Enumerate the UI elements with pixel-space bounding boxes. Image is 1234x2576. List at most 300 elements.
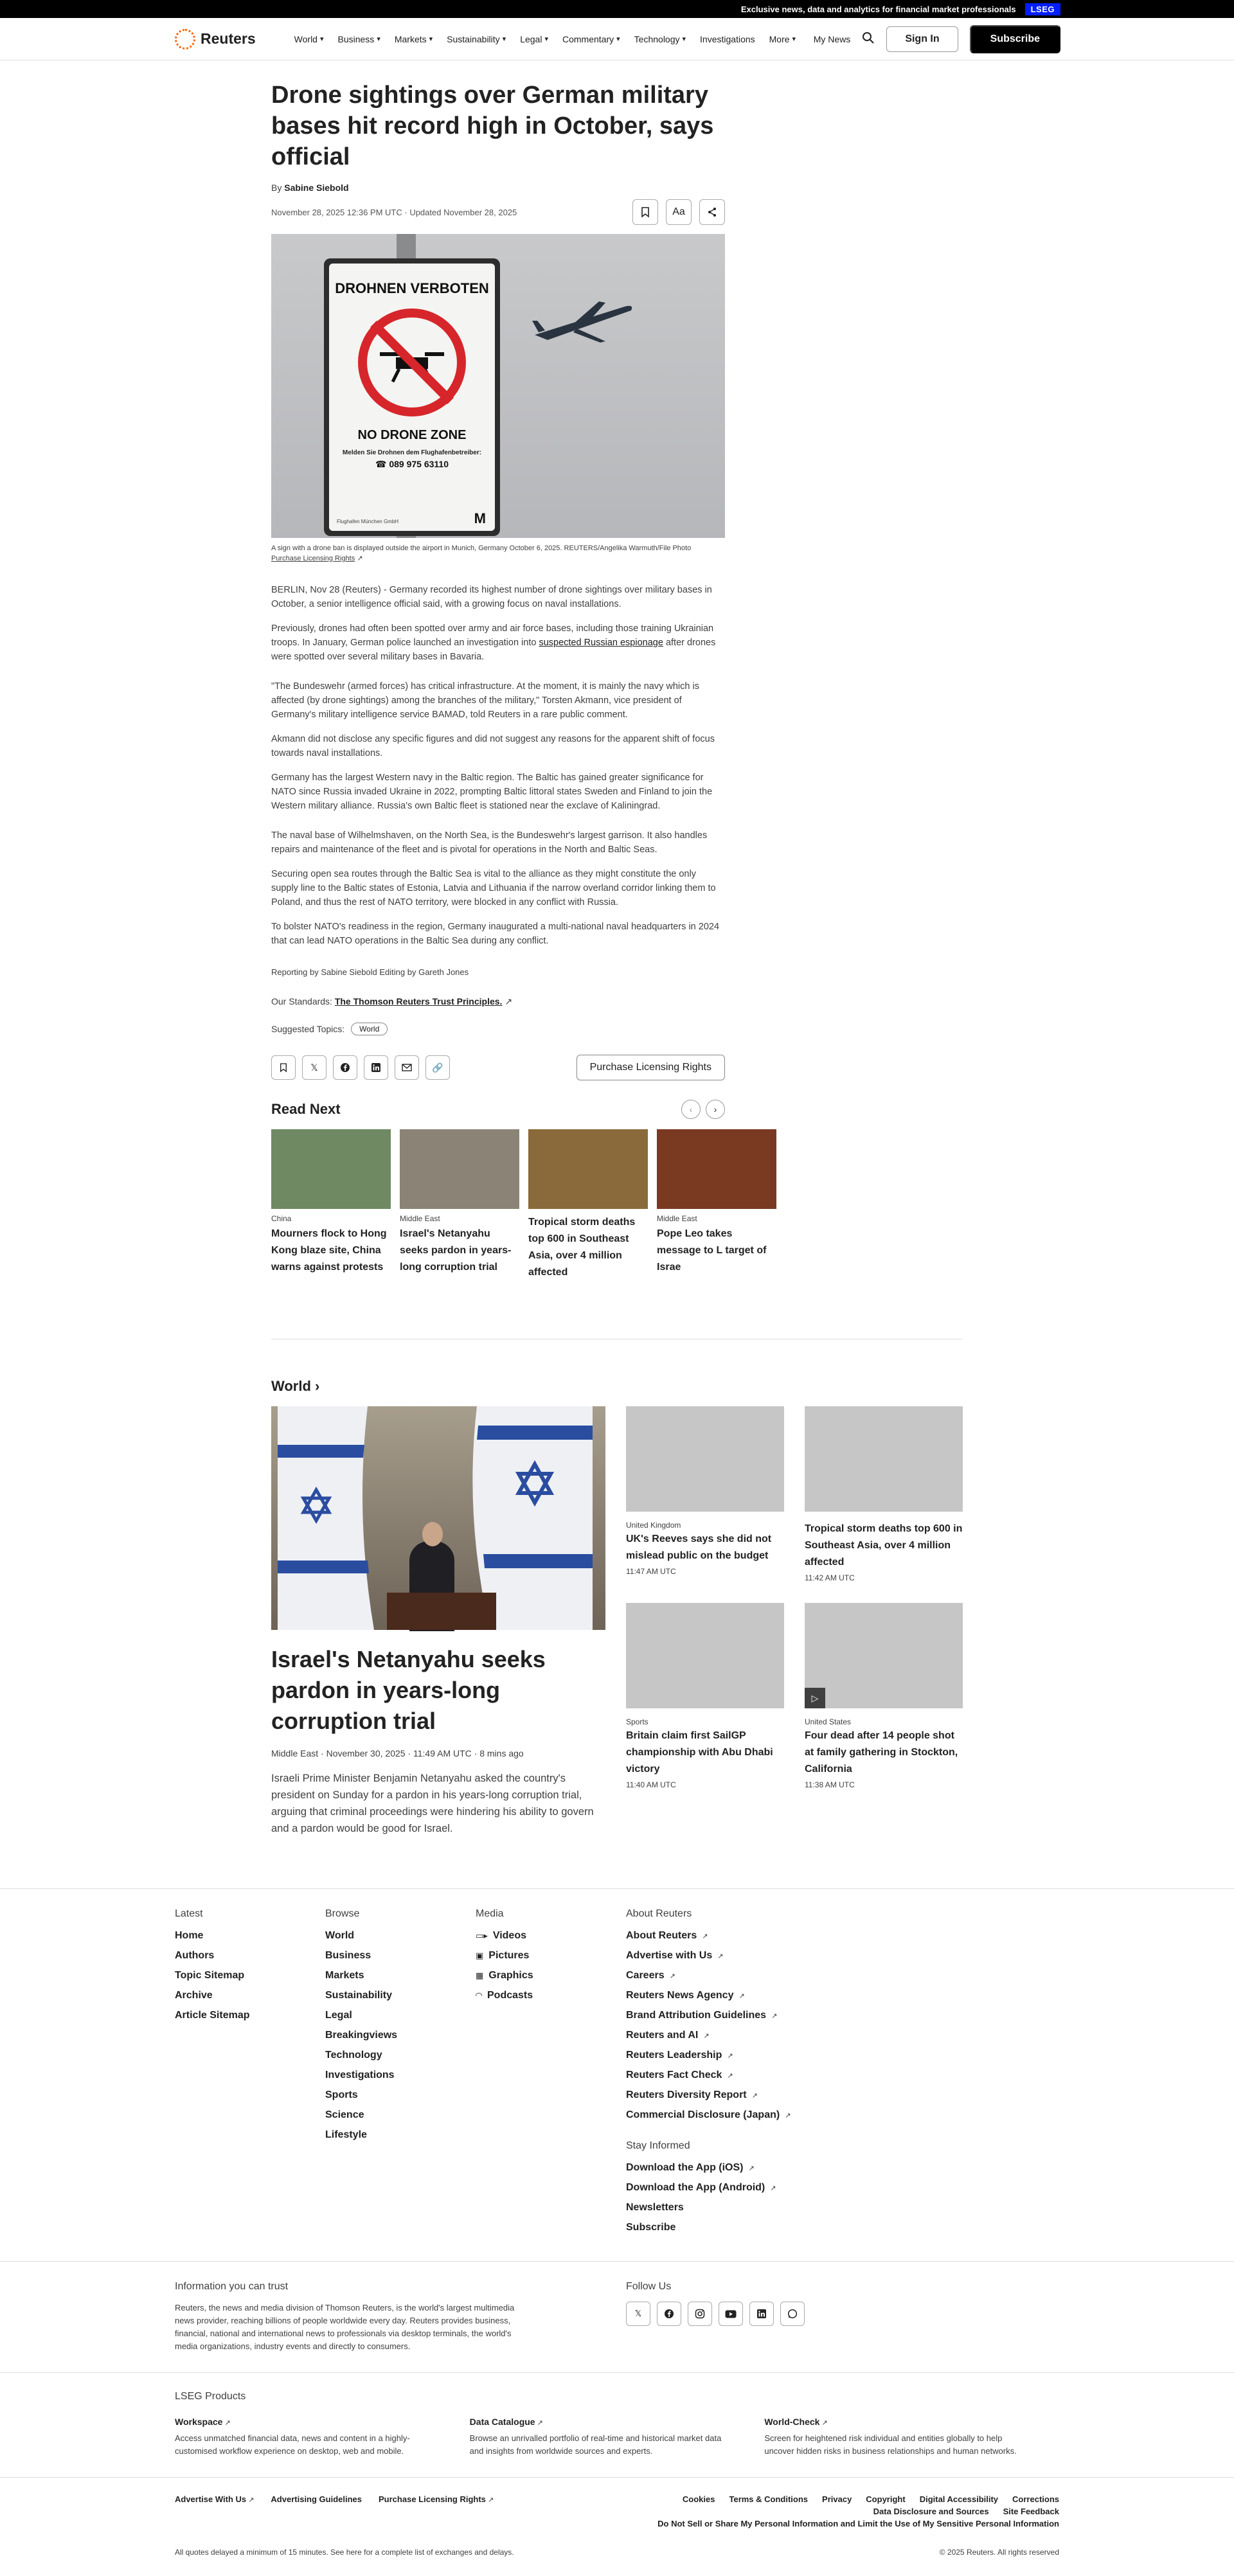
footer-col-title: Browse xyxy=(325,1908,360,1919)
legal-links-right xyxy=(648,2494,1059,2528)
media-icon-videos: ▭▸ xyxy=(476,1931,488,1940)
linkedin-icon[interactable] xyxy=(364,1055,388,1080)
footer-link-label: Graphics xyxy=(488,1970,533,1981)
legal-link[interactable] xyxy=(873,2507,989,2516)
legal-link[interactable] xyxy=(822,2494,852,2504)
paragraph: The naval base of Wilhelmshaven, on the North Sea, is the Bundeswehr's largest garrison. It also handles repairs and maintenance of the fleet and is pivotal for operations in the North and Baltic Seas. xyxy=(271,830,708,855)
youtube-icon[interactable] xyxy=(719,2302,743,2326)
external-link-icon: ↗ xyxy=(505,996,513,1006)
airplane-icon xyxy=(528,295,638,346)
read-next-title: Read Next xyxy=(271,1101,341,1117)
nav-label: Business xyxy=(337,33,375,44)
footer-link[interactable] xyxy=(626,1950,883,1962)
side-story-tag[interactable]: United States xyxy=(805,1717,852,1726)
share-icon[interactable] xyxy=(699,199,725,225)
read-next-tag[interactable]: Middle East xyxy=(657,1214,697,1223)
nav-label: Legal xyxy=(520,33,542,44)
quotes-disclaimer[interactable]: All quotes delayed a minimum of 15 minutes. See here for a complete list of exchanges and delays. xyxy=(175,2548,514,2557)
footer-link-label: Advertise with Us xyxy=(626,1950,713,1961)
lseg-product-list xyxy=(175,2417,1059,2458)
footer-col-about xyxy=(626,1908,883,2242)
instagram-icon[interactable] xyxy=(688,2302,712,2326)
standards xyxy=(271,996,725,1007)
footer-link[interactable] xyxy=(325,1990,476,2001)
legal-link[interactable] xyxy=(657,2519,1059,2528)
footer-link-label: Investigations xyxy=(325,2070,395,2080)
side-story-headline[interactable]: Four dead after 14 people shot at family gathering in Stockton, California xyxy=(805,1730,958,1775)
footer-link[interactable] xyxy=(325,2089,476,2101)
footer-link-label: Subscribe xyxy=(626,2222,676,2233)
footer-link[interactable] xyxy=(175,1950,325,1962)
nav-label: Markets xyxy=(394,33,427,44)
product-name-text: World-Check xyxy=(764,2417,820,2427)
footer-link[interactable] xyxy=(325,2010,476,2021)
footer-link-label: Sustainability xyxy=(325,1990,393,2001)
external-link-icon: ↗ xyxy=(770,2184,776,2192)
nav-item-technology[interactable] xyxy=(634,34,686,44)
external-link-icon: ↗ xyxy=(222,2419,231,2427)
external-link-icon: ↗ xyxy=(819,2419,828,2427)
paragraph-text: Previously, drones had often been spotted over army and air force bases, including those training Ukrainian troops. In January, German police launched an investigation into xyxy=(271,623,714,648)
purchase-licensing-button[interactable]: Purchase Licensing Rights xyxy=(577,1055,725,1080)
nav-label: Commentary xyxy=(562,33,614,44)
side-story-tag[interactable]: United Kingdom xyxy=(626,1521,681,1530)
side-stories xyxy=(626,1406,963,1837)
subscribe-button[interactable]: Subscribe xyxy=(970,25,1060,53)
footer-link[interactable] xyxy=(626,2109,883,2121)
side-story-image[interactable] xyxy=(626,1406,784,1512)
lseg-badge[interactable]: LSEG xyxy=(1025,3,1060,15)
external-link-icon: ↗ xyxy=(717,1952,724,1960)
my-news-link[interactable]: My News xyxy=(813,33,851,44)
legal-link[interactable] xyxy=(683,2494,715,2504)
chevron-down-icon: ▾ xyxy=(682,35,686,43)
footer-link[interactable] xyxy=(476,1970,626,1981)
trust-section xyxy=(0,2261,1234,2372)
read-next-image[interactable] xyxy=(400,1129,519,1209)
legal-link[interactable] xyxy=(271,2494,362,2528)
read-next-tag[interactable]: China xyxy=(271,1214,292,1223)
legal-link[interactable] xyxy=(920,2494,998,2504)
side-story[interactable] xyxy=(805,1603,963,1789)
footer-link[interactable] xyxy=(476,1930,626,1942)
author-link[interactable]: Sabine Siebold xyxy=(284,183,349,193)
footer-link[interactable] xyxy=(325,2030,476,2041)
trust-text: Reuters, the news and media division of Thomson Reuters, is the world's largest multimedia news provider, reaching billions of people worldwide every day. Reuters provides business, financial, national and international news to professionals via desktop terminals, the world's media organizations, industry events and directly to consumers. xyxy=(175,2303,515,2351)
footer-link-label: Lifestyle xyxy=(325,2129,367,2140)
x-icon[interactable]: 𝕏 xyxy=(626,2302,650,2326)
legal-link-label: Digital Accessibility xyxy=(919,2494,999,2504)
footer-link[interactable] xyxy=(626,2070,883,2081)
legal-link[interactable] xyxy=(175,2494,254,2528)
sign-title: DROHNEN VERBOTEN xyxy=(335,280,489,296)
footer-link[interactable] xyxy=(325,2070,476,2081)
footer-link[interactable] xyxy=(325,2050,476,2061)
read-next-image[interactable] xyxy=(528,1129,648,1209)
footer-link[interactable] xyxy=(325,1970,476,1981)
legal-link-label: Site Feedback xyxy=(1003,2507,1059,2516)
footer-link-label: Reuters Leadership xyxy=(626,2050,722,2061)
read-next-headline[interactable]: Israel's Netanyahu seeks pardon in years-long corruption trial xyxy=(400,1228,512,1273)
article-tools xyxy=(632,199,725,225)
x-icon[interactable]: 𝕏 xyxy=(302,1055,326,1080)
footer-link[interactable] xyxy=(476,1950,626,1962)
chevron-right-icon[interactable]: › xyxy=(706,1100,725,1119)
trust-title: Information you can trust xyxy=(175,2281,289,2292)
paragraph: Securing open sea routes through the Baltic Sea is vital to the alliance as they might constitute the only supply line to the Baltic states of Estonia, Latvia and Lithuania if the narrow overland corridor linking them to Poland, and thus the rest of NATO territory, were blocked in any conflict with Russia. xyxy=(271,869,716,908)
sign-phone: ☎ 089 975 63110 xyxy=(375,459,449,469)
side-story-headline[interactable]: Tropical storm deaths top 600 in Southeast Asia, over 4 million affected xyxy=(805,1523,963,1568)
footer-col-media xyxy=(476,1908,626,2242)
main-nav xyxy=(294,34,814,44)
footer-link-label: Business xyxy=(325,1950,371,1961)
footer-link[interactable] xyxy=(626,2202,883,2214)
side-story-headline[interactable]: Britain claim first SailGP championship with Abu Dhabi victory xyxy=(626,1730,773,1775)
side-story-image[interactable] xyxy=(626,1603,784,1708)
footer-link-label: Archive xyxy=(175,1990,213,2001)
footer-col-title: Latest xyxy=(175,1908,203,1919)
footer-link-label: Breakingviews xyxy=(325,2030,398,2041)
legal-link[interactable] xyxy=(1012,2494,1059,2504)
podium xyxy=(387,1593,496,1630)
footer-link-label: Brand Attribution Guidelines xyxy=(626,2010,767,2021)
copy-link-icon[interactable]: 🔗 xyxy=(425,1055,450,1080)
paragraph: BERLIN, Nov 28 (Reuters) - Germany recorded its highest number of drone sightings over military bases in October, a senior intelligence official said, with a growing focus on naval installations. xyxy=(271,585,712,609)
external-link-icon: ↗ xyxy=(727,2052,733,2060)
external-link-icon: ↗ xyxy=(771,2012,778,2020)
legal-link[interactable] xyxy=(379,2494,494,2528)
legal-link-label: Privacy xyxy=(822,2494,852,2504)
footer-link[interactable] xyxy=(175,1990,325,2001)
lseg-product[interactable] xyxy=(470,2417,765,2458)
espionage-link[interactable]: suspected Russian espionage xyxy=(539,638,663,648)
carousel-arrows xyxy=(681,1100,725,1119)
lseg-products xyxy=(0,2372,1234,2477)
caption-text: A sign with a drone ban is displayed outside the airport in Munich, Germany October 6, 2025. REUTERS/Angelika Warmuth/File Photo xyxy=(271,544,692,552)
logo-text: Reuters xyxy=(201,30,256,47)
footer-col-title: Media xyxy=(476,1908,504,1919)
bookmark-icon[interactable] xyxy=(271,1055,296,1080)
lead-summary: Israeli Prime Minister Benjamin Netanyahu asked the country's president on Sunday for a pardon in his years-long corruption trial, arguing that criminal proceedings were hindering his ability to govern and a pardon would be good for Israel. xyxy=(271,1773,594,1834)
lead-meta: Middle East · November 30, 2025 · 11:49 AM UTC · 8 mins ago xyxy=(271,1748,524,1758)
footer-link[interactable] xyxy=(325,1950,476,1962)
read-next-carousel xyxy=(271,1129,767,1281)
read-next-header xyxy=(271,1100,725,1119)
nav-item-sustainability[interactable] xyxy=(447,34,506,44)
nav-label: World xyxy=(294,33,317,44)
header-actions xyxy=(814,25,1060,53)
lseg-product-desc: Browse an unrivalled portfolio of real-time and historical market data and insights from worldwide sources and experts. xyxy=(469,2433,722,2456)
footer-link-label: Sports xyxy=(325,2089,358,2100)
drone-ban-icon xyxy=(358,309,466,416)
paragraph xyxy=(271,622,725,664)
footer-link-label: Authors xyxy=(175,1950,215,1961)
promo-text[interactable]: Exclusive news, data and analytics for financial market professionals xyxy=(740,4,1016,14)
nav-item-investigations[interactable] xyxy=(700,34,755,44)
footer-link[interactable] xyxy=(626,1970,883,1981)
share-row xyxy=(271,1055,725,1080)
read-next-headline[interactable]: Mourners flock to Hong Kong blaze site, China warns against protests xyxy=(271,1228,387,1273)
footer-link[interactable] xyxy=(626,1990,883,2001)
media-icon-podcasts: ◠ xyxy=(476,1990,482,2000)
external-link-icon: ↗ xyxy=(669,1972,675,1980)
legal-link-label: Terms & Conditions xyxy=(729,2494,809,2504)
topics-label: Suggested Topics: xyxy=(271,1024,345,1034)
read-next-card[interactable] xyxy=(271,1129,391,1281)
footer-link[interactable] xyxy=(626,2089,883,2101)
footer-link-label: Download the App (iOS) xyxy=(626,2162,744,2173)
legal-link-label: Do Not Sell or Share My Personal Information and Limit the Use of My Sensitive Personal Information xyxy=(657,2519,1059,2528)
read-next-card[interactable] xyxy=(657,1129,776,1281)
legal-link-label: Corrections xyxy=(1012,2494,1059,2504)
footer-link-label: Careers xyxy=(626,1970,665,1981)
world-section-title[interactable] xyxy=(271,1378,963,1395)
suggested-topics xyxy=(271,1023,725,1035)
reporting-credit: Reporting by Sabine Siebold Editing by Gareth Jones xyxy=(271,967,469,977)
side-story-image[interactable] xyxy=(805,1603,963,1708)
footer-link-label: Topic Sitemap xyxy=(175,1970,245,1981)
footer-link-label: Science xyxy=(325,2109,364,2120)
read-next-card[interactable] xyxy=(528,1129,648,1281)
external-link-icon: ↗ xyxy=(535,2419,543,2427)
footer-link-label: Commercial Disclosure (Japan) xyxy=(626,2109,780,2120)
sign-small-text: Melden Sie Drohnen dem Flughafenbetreiber: xyxy=(342,449,482,456)
footer-link-label: Technology xyxy=(325,2050,382,2061)
footer-link-label: Reuters Fact Check xyxy=(626,2070,722,2080)
footer-link-label: Download the App (Android) xyxy=(626,2182,765,2193)
nav-item-more[interactable] xyxy=(769,34,796,44)
footer-link[interactable] xyxy=(626,2010,883,2021)
article-body xyxy=(271,583,725,948)
nav-item-world[interactable] xyxy=(294,34,324,44)
site-footer xyxy=(0,1888,1234,2242)
nav-item-markets[interactable] xyxy=(395,34,433,44)
topic-chip-world[interactable]: World xyxy=(351,1023,388,1035)
top-promo-bar xyxy=(0,0,1234,18)
image-caption xyxy=(271,543,725,564)
footer-link-label: Podcasts xyxy=(487,1990,533,2001)
legal-footer xyxy=(0,2477,1234,2576)
footer-link[interactable] xyxy=(175,1970,325,1981)
sign-subtitle: NO DRONE ZONE xyxy=(357,428,467,442)
facebook-icon[interactable] xyxy=(657,2302,681,2326)
lseg-product[interactable] xyxy=(764,2417,1059,2458)
chevron-down-icon: ▾ xyxy=(616,35,620,43)
external-link-icon: ↗ xyxy=(751,2091,758,2100)
external-link-icon: ↗ xyxy=(703,2032,710,2040)
chevron-down-icon: ▾ xyxy=(377,35,380,43)
follow-us xyxy=(626,2281,805,2353)
media-icon-pictures: ▣ xyxy=(476,1951,484,1960)
read-next-image[interactable] xyxy=(657,1129,776,1209)
footer-link[interactable] xyxy=(626,2182,883,2194)
legal-link[interactable] xyxy=(1003,2507,1059,2516)
chevron-down-icon: ▾ xyxy=(502,35,506,43)
footer-link-label: Newsletters xyxy=(626,2202,684,2213)
legal-link-label: Cookies xyxy=(682,2494,715,2504)
footer-link-label: Reuters and AI xyxy=(626,2030,699,2041)
footer-link-label: World xyxy=(325,1930,355,1941)
lead-story[interactable] xyxy=(271,1406,605,1837)
external-link-icon: ↗ xyxy=(246,2496,255,2504)
side-story-time: 11:40 AM UTC xyxy=(626,1780,676,1789)
byline xyxy=(271,183,725,193)
footer-link-label: Article Sitemap xyxy=(175,2010,250,2021)
hero-image[interactable] xyxy=(271,234,725,538)
nav-label: Investigations xyxy=(700,33,755,44)
lseg-product-desc: Access unmatched financial data, news and content in a highly-customised workflow experience on desktop, web and mobile. xyxy=(175,2433,410,2456)
whatsapp-icon[interactable] xyxy=(780,2302,805,2326)
bookmark-icon[interactable] xyxy=(632,199,658,225)
external-link-icon: ↗ xyxy=(748,2164,755,2172)
read-next-image[interactable] xyxy=(271,1129,391,1209)
side-story-tag[interactable]: Sports xyxy=(626,1717,648,1726)
lead-headline[interactable]: Israel's Netanyahu seeks pardon in years-long corruption trial xyxy=(271,1646,546,1734)
lseg-products-title: LSEG Products xyxy=(175,2391,246,2402)
nav-label: More xyxy=(769,33,790,44)
paragraph-tail: after drones were spotted over several military bases in Bavaria. xyxy=(271,638,716,662)
font-size-button[interactable]: Aa xyxy=(666,199,692,225)
nav-item-legal[interactable] xyxy=(520,34,548,44)
external-link-icon: ↗ xyxy=(727,2071,733,2080)
article-dates: November 28, 2025 12:36 PM UTC · Updated November 28, 2025 xyxy=(271,207,517,217)
reuters-logo-icon xyxy=(175,29,195,49)
paragraph: Germany has the largest Western navy in the Baltic region. The Baltic has gained greater significance for NATO since Russia invaded Ukraine in 2022, prompting Baltic littoral states Sweden and Finland to join the Western military alliance. Russia's own Baltic fleet is stationed near the exclave of Kaliningrad. xyxy=(271,773,713,811)
article-title: Drone sightings over German military bases hit record high in October, says official xyxy=(271,82,714,170)
footer-link[interactable] xyxy=(325,2129,476,2141)
linkedin-icon[interactable] xyxy=(749,2302,774,2326)
chevron-down-icon: ▾ xyxy=(319,35,324,43)
side-story-time: 11:38 AM UTC xyxy=(805,1780,855,1789)
footer-link-label: Pictures xyxy=(488,1950,530,1961)
footer-link[interactable] xyxy=(325,2109,476,2121)
copyright-text: © 2025 Reuters. All rights reserved xyxy=(939,2548,1059,2557)
chevron-down-icon: ▾ xyxy=(544,35,548,43)
site-header xyxy=(0,18,1234,60)
chevron-down-icon: ▾ xyxy=(792,35,796,43)
footer-link-label: Videos xyxy=(492,1930,526,1941)
footer-link[interactable] xyxy=(175,1930,325,1942)
legal-link-label: Advertising Guidelines xyxy=(271,2494,362,2504)
no-drone-sign xyxy=(324,258,500,536)
chevron-down-icon: ▾ xyxy=(429,35,433,43)
media-icon-graphics: ▦ xyxy=(476,1971,484,1980)
nav-label: Sustainability xyxy=(447,33,500,44)
legal-links-left xyxy=(175,2494,494,2528)
footer-link-label: Home xyxy=(175,1930,204,1941)
flag-left-icon xyxy=(278,1406,374,1630)
footer-columns xyxy=(175,1908,1234,2242)
standards-label: Our Standards: xyxy=(271,996,332,1006)
nav-item-business[interactable] xyxy=(338,34,380,44)
reuters-logo[interactable] xyxy=(175,29,256,49)
search-icon[interactable] xyxy=(862,31,875,46)
chevron-right-icon: › xyxy=(315,1378,320,1394)
footer-link-label: Reuters News Agency xyxy=(626,1990,734,2001)
legal-link-label: Advertise With Us xyxy=(175,2494,247,2504)
paragraph: Akmann did not disclose any specific figures and did not suggest any reasons for the apparent shift of focus towards naval installations. xyxy=(271,734,715,758)
product-name-text: Workspace xyxy=(175,2417,223,2427)
nav-item-commentary[interactable] xyxy=(562,34,620,44)
sign-in-button[interactable]: Sign In xyxy=(886,26,958,52)
external-link-icon: ↗ xyxy=(485,2496,494,2504)
footer-link[interactable] xyxy=(626,1930,883,1942)
lseg-product-name[interactable] xyxy=(175,2417,470,2427)
read-next-headline[interactable]: Tropical storm deaths top 600 in Southeast Asia, over 4 million affected xyxy=(528,1217,636,1278)
lead-story-image[interactable] xyxy=(271,1406,605,1630)
side-story[interactable] xyxy=(805,1406,963,1582)
side-story-time: 11:47 AM UTC xyxy=(626,1567,676,1576)
paragraph: "The Bundeswehr (armed forces) has critical infrastructure. At the moment, it is mainly the navy which is affected (by drone sightings) among the branches of the military," Torsten Akmann, vice president of Germany's military intelligence service BAMAD, told Reuters in a rare public comment. xyxy=(271,681,699,720)
footer-link[interactable] xyxy=(626,2162,883,2174)
footer-link-label: Legal xyxy=(325,2010,352,2021)
side-story-headline[interactable]: UK's Reeves says she did not mislead public on the budget xyxy=(626,1534,772,1561)
footer-link[interactable] xyxy=(626,2030,883,2041)
sign-m-logo: M xyxy=(474,510,486,526)
legal-link[interactable] xyxy=(729,2494,808,2504)
lseg-product[interactable] xyxy=(175,2417,470,2458)
world-title-text: World xyxy=(271,1378,311,1394)
external-link-icon: ↗ xyxy=(357,555,363,562)
footer-link-label: Markets xyxy=(325,1970,364,1981)
world-grid xyxy=(271,1406,963,1837)
read-next-card[interactable] xyxy=(400,1129,519,1281)
external-link-icon: ↗ xyxy=(702,1932,708,1940)
nav-label: Technology xyxy=(634,33,680,44)
chevron-left-icon[interactable]: ‹ xyxy=(681,1100,701,1119)
external-link-icon: ↗ xyxy=(738,1992,745,2000)
lseg-product-desc: Screen for heightened risk individual and entities globally to help uncover hidden risks in business relationships and human networks. xyxy=(764,2433,1017,2456)
side-story[interactable] xyxy=(626,1603,784,1789)
legal-links-row xyxy=(175,2494,1059,2528)
sign-brand: Flughafen München GmbH xyxy=(337,519,399,524)
legal-link-label: Copyright xyxy=(866,2494,906,2504)
speaker-head xyxy=(422,1522,443,1546)
footer-link[interactable] xyxy=(626,2222,883,2233)
caption-licensing-link[interactable]: Purchase Licensing Rights xyxy=(271,555,355,562)
side-story[interactable] xyxy=(626,1406,784,1582)
legal-link[interactable] xyxy=(866,2494,905,2504)
footer-link[interactable] xyxy=(325,1930,476,1942)
read-next-tag[interactable]: Middle East xyxy=(400,1214,440,1223)
trust-info xyxy=(175,2281,626,2353)
read-next-headline[interactable]: Pope Leo takes message to L target of Israe xyxy=(657,1228,767,1273)
world-section xyxy=(271,1378,963,1837)
footer-link[interactable] xyxy=(175,2010,325,2021)
play-icon[interactable]: ▷ xyxy=(805,1688,825,1708)
footer-link[interactable] xyxy=(476,1990,626,2001)
follow-title: Follow Us xyxy=(626,2281,672,2292)
lseg-product-name[interactable] xyxy=(764,2417,1059,2427)
email-icon[interactable] xyxy=(395,1055,419,1080)
footer-link-label: About Reuters xyxy=(626,1930,697,1941)
follow-icons xyxy=(626,2302,805,2326)
legal-bottom xyxy=(175,2548,1059,2557)
trust-principles-link[interactable]: The Thomson Reuters Trust Principles. xyxy=(334,996,503,1006)
footer-link[interactable] xyxy=(626,2050,883,2061)
share-buttons xyxy=(271,1055,450,1080)
footer-col-latest xyxy=(175,1908,325,2242)
facebook-icon[interactable] xyxy=(333,1055,357,1080)
external-link-icon: ↗ xyxy=(785,2111,791,2120)
stay-informed-title: Stay Informed xyxy=(626,2140,690,2151)
side-story-image[interactable] xyxy=(805,1406,963,1512)
legal-link-label: Data Disclosure and Sources xyxy=(873,2507,989,2516)
paragraph: To bolster NATO's readiness in the region, Germany inaugurated a multi-national naval headquarters in 2024 that can lead NATO operations in the Baltic Sea during any conflict. xyxy=(271,922,720,946)
lseg-product-name[interactable] xyxy=(470,2417,765,2427)
footer-link-label: Reuters Diversity Report xyxy=(626,2089,747,2100)
article-meta-row xyxy=(271,199,725,225)
